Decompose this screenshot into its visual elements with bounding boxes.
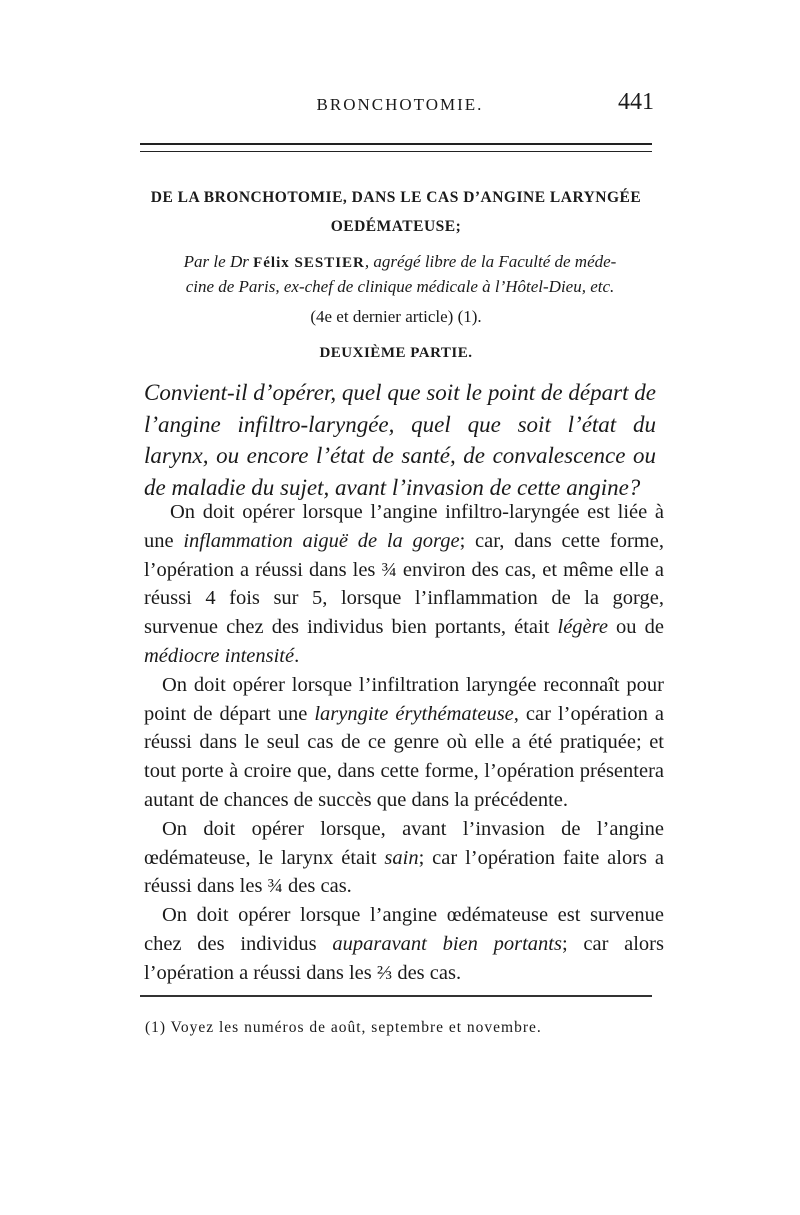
byline-prefix: Par le Dr [183,252,249,271]
running-head [140,89,660,125]
header-double-rule [140,143,652,152]
footnote-rule [140,995,652,997]
paragraph-4 [144,901,664,987]
paragraph-1-emphasis-f: médiocre intensité [144,644,295,667]
paragraph-1-text-e: ou de [607,616,664,639]
paragraph-3 [144,815,664,901]
paragraph-2 [144,671,664,815]
byline-line-2: cine de Paris, ex-chef de clinique médicale à l’Hôtel-Dieu, etc. [185,277,615,296]
paragraph-4-emphasis-b: auparavant bien portants [332,932,562,955]
author-name: Félix SESTIER [253,255,365,271]
article-title-line-1: DE LA BRONCHOTOMIE, DANS LE CAS D’ANGINE LARYNGÉE [150,189,642,206]
paragraph-1 [144,498,664,671]
paragraph-1-emphasis-d: légère [557,616,608,639]
paragraph-4-text-c: ; car alors l’opération a réussi dans les ⅔ des cas. [144,932,664,984]
article-title [140,183,652,241]
paragraph-2-text-c: , car l’opération a réussi dans le seul cas de ce genre où elle a été pratiquée; et tout porte à croire que, dans cette forme, l’opération présentera autant de chances de succès que dans la précédente. [144,702,664,811]
page-number: 441 [618,89,654,115]
paragraph-1-text-g: . [294,644,300,667]
article-title-line-2: OEDÉMATEUSE; [330,218,462,235]
byline-suffix: , agrégé libre de la Faculté de méde- [364,252,617,271]
author-byline [140,250,660,298]
article-part-note: (4e et dernier article) (1). [310,307,482,326]
section-question: Convient-il d’opérer, quel que soit le point de départ de l’angine infiltro-laryngée, quel que soit l’état du larynx, ou encore l’état de santé, de convalescence ou de maladie du sujet, avant l’invasion de cette angine? [144,380,656,500]
running-head-title: BRONCHOTOMIE. [316,95,484,114]
paragraph-1-emphasis-b: inflammation aiguë de la gorge [183,529,460,552]
section-heading: DEUXIÈME PARTIE. [319,345,473,361]
paragraph-3-text-c: ; car l’opération faite alors a réussi dans les ¾ des cas. [144,846,664,898]
paragraph-2-text-a: On doit opérer lorsque l’infiltration laryngée reconnaît pour point de départ une [144,673,664,725]
paragraph-3-emphasis-b: sain [384,846,419,869]
paragraph-4-text-a: On doit opérer lorsque l’angine œdémateuse est survenue chez des individus [144,904,664,955]
paragraph-2-emphasis-b: laryngite érythémateuse [314,702,514,725]
paragraph-1-text-c: ; car, dans cette forme, l’opération a réussi dans les ¾ environ des cas, et même elle a réussi 4 fois sur 5, lorsque l’inflammation de la gorge, survenue chez des individus bien portants, était [144,529,664,639]
byline-line-1 [140,250,660,275]
paragraph-1-text-a: On doit opérer lorsque l’angine infiltro-laryngée est liée à une [144,501,664,552]
footnote: (1) Voyez les numéros de août, septembre et novembre. [145,1019,542,1036]
paragraph-3-text-a: On doit opérer lorsque, avant l’invasion de l’angine œdémateuse, le larynx était [144,817,664,869]
body-text [144,498,664,988]
